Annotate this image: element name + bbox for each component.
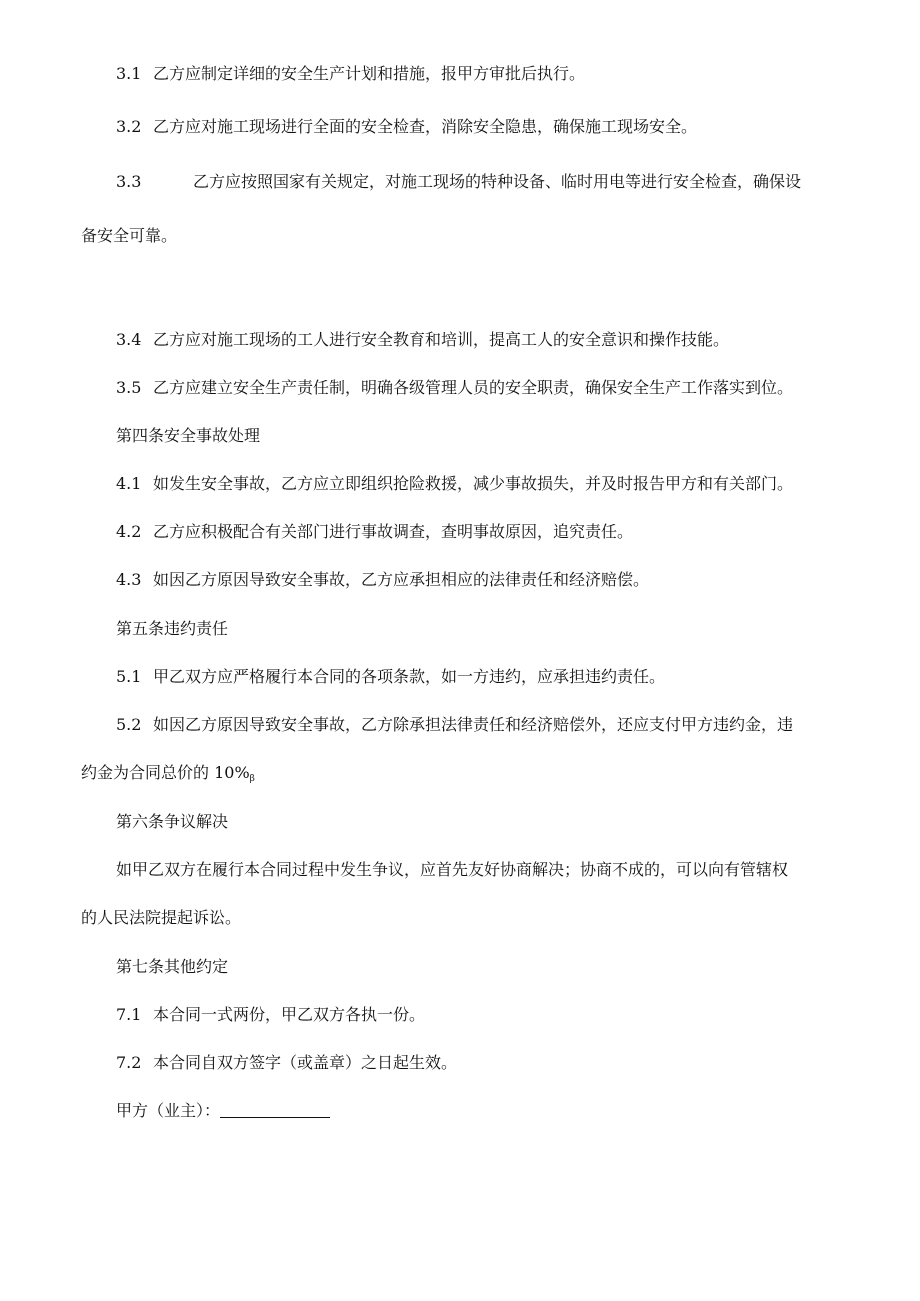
section-heading-7 [116,957,228,977]
signature-blank-line[interactable] [220,1103,330,1118]
clause-text: 乙方应积极配合有关部门进行事故调查，查明事故原因，追究责任。 [153,522,634,541]
clause-3-3-continued [81,226,177,246]
section-heading-text: 第七条其他约定 [116,957,229,976]
clause-text: 如因乙方原因导致安全事故，乙方应承担相应的法律责任和经济赔偿。 [153,570,650,589]
clause-number: 3.2 [116,117,142,136]
signature-party-a [116,1101,330,1121]
clause-text: 本合同一式两份，甲乙双方各执一份。 [153,1005,426,1024]
signature-label: 甲方（业主）： [116,1101,221,1120]
clause-text: 约金为合同总价的 10% [81,763,250,782]
dispute-paragraph-continued [81,908,241,928]
clause-5-2 [116,715,793,735]
clause-text: 乙方应对施工现场的工人进行安全教育和培训，提高工人的安全意识和操作技能。 [153,330,730,349]
clause-3-5 [116,378,793,398]
clause-number: 4.3 [116,570,142,589]
section-heading-6 [116,812,228,832]
section-heading-5 [116,619,228,639]
clause-5-1 [116,667,665,687]
clause-number: 4.1 [116,474,142,493]
clause-5-2-continued [81,763,255,783]
clause-number: 3.5 [116,378,142,397]
clause-4-2 [116,522,633,542]
clause-text: 如因乙方原因导致安全事故，乙方除承担法律责任和经济赔偿外，还应支付甲方违约金，违 [153,715,794,734]
clause-text: 乙方应按照国家有关规定，对施工现场的特种设备、临时用电等进行安全检查，确保设 [193,172,802,191]
section-heading-text: 第六条争议解决 [116,812,229,831]
dispute-paragraph [116,860,788,880]
section-heading-text: 第五条违约责任 [116,619,229,638]
clause-number: 7.2 [116,1053,142,1072]
clause-text-suffix: β [249,774,255,784]
clause-3-2 [116,117,697,137]
paragraph-text: 如甲乙双方在履行本合同过程中发生争议，应首先友好协商解决；协商不成的，可以向有管辖权 [116,860,789,879]
clause-number: 7.1 [116,1005,142,1024]
clause-text: 备安全可靠。 [81,226,178,245]
clause-4-3 [116,570,649,590]
clause-text: 本合同自双方签字（或盖章）之日起生效。 [153,1053,458,1072]
clause-7-2 [116,1053,457,1073]
clause-text: 乙方应对施工现场进行全面的安全检查，消除安全隐患，确保施工现场安全。 [153,117,698,136]
clause-7-1 [116,1005,425,1025]
clause-3-3 [116,172,801,192]
clause-text: 乙方应制定详细的安全生产计划和措施，报甲方审批后执行。 [153,64,586,83]
clause-number: 5.1 [116,667,142,686]
clause-text: 乙方应建立安全生产责任制，明确各级管理人员的安全职责，确保安全生产工作落实到位。 [153,378,794,397]
clause-number: 5.2 [116,715,142,734]
paragraph-text: 的人民法院提起诉讼。 [81,908,242,927]
clause-3-1 [116,64,585,84]
clause-text: 如发生安全事故，乙方应立即组织抢险救援，减少事故损失，并及时报告甲方和有关部门。 [153,474,794,493]
clause-3-4 [116,330,729,350]
section-heading-4 [116,426,260,446]
section-heading-text: 第四条安全事故处理 [116,426,261,445]
clause-4-1 [116,474,793,494]
clause-number: 3.4 [116,330,142,349]
clause-number: 4.2 [116,522,142,541]
clause-number: 3.3 [116,172,142,191]
clause-text: 甲乙双方应严格履行本合同的各项条款，如一方违约，应承担违约责任。 [153,667,666,686]
clause-number: 3.1 [116,64,142,83]
